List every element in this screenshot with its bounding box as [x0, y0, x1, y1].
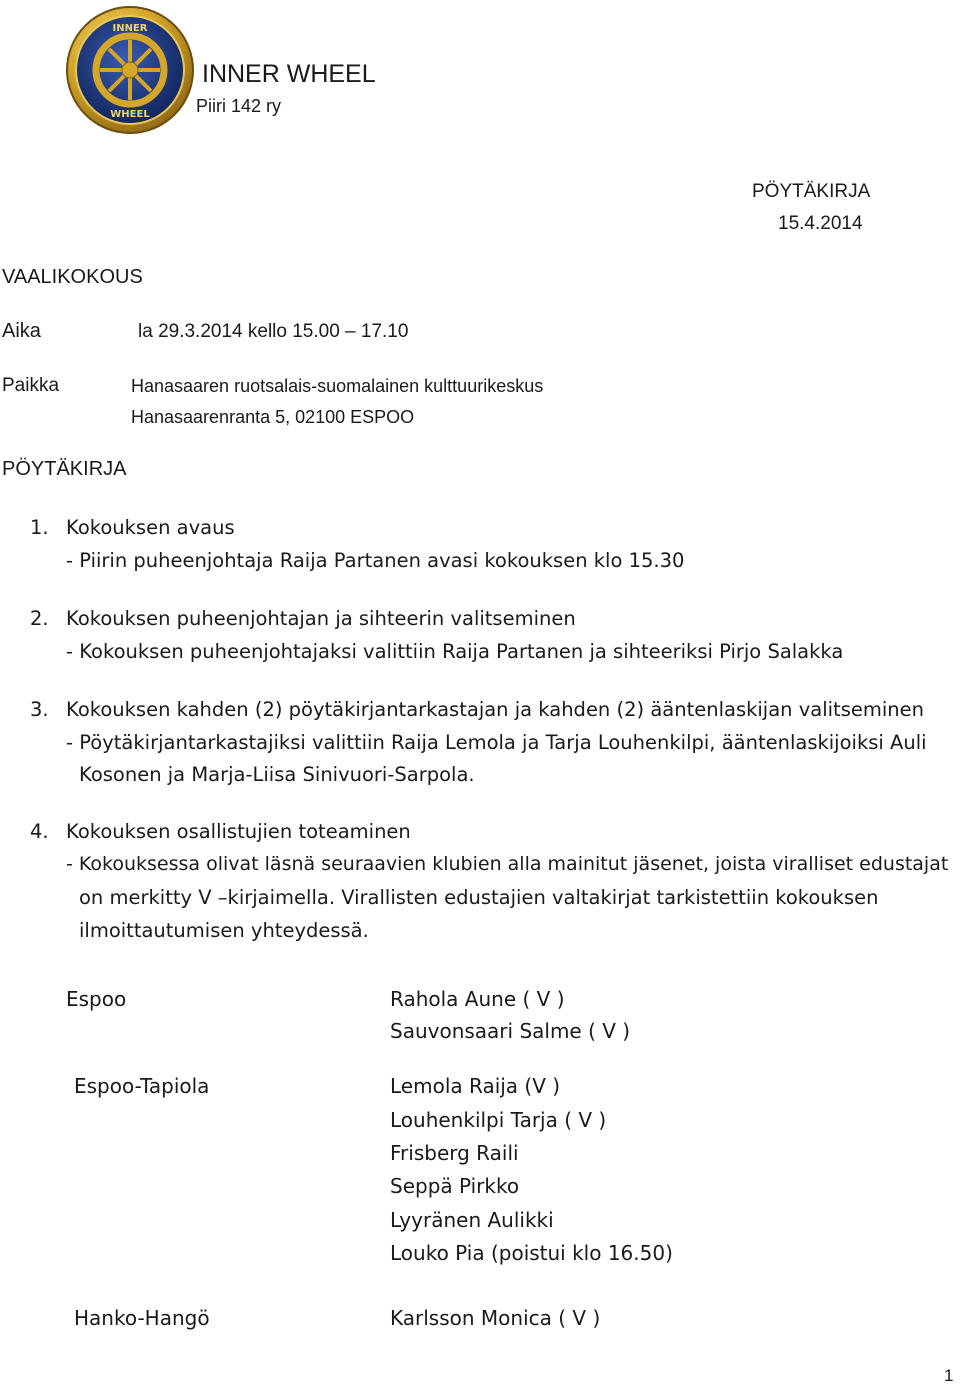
club-name: Espoo-Tapiola	[74, 1074, 210, 1098]
club-member: Seppä Pirkko	[390, 1174, 520, 1198]
item-3-line-2: Kosonen ja Marja-Liisa Sinivuori-Sarpola.	[79, 763, 475, 786]
item-title: Kokouksen puheenjohtajan ja sihteerin valitseminen	[66, 607, 576, 630]
club-member: Lyyränen Aulikki	[390, 1208, 554, 1232]
place-line-1: Hanasaaren ruotsalais-suomalainen kulttuurikeskus	[131, 376, 544, 396]
item-title: Kokouksen kahden (2) pöytäkirjantarkastajan ja kahden (2) ääntenlaskijan valitseminen	[66, 698, 924, 721]
item-number: 2.	[30, 607, 49, 630]
org-subtitle: Piiri 142 ry	[196, 96, 282, 116]
item-4-line-2: on merkitty V –kirjaimella. Virallisten edustajien valtakirjat tarkistettiin kokouksen	[79, 886, 879, 909]
inner-wheel-logo	[64, 4, 196, 136]
item-number: 1.	[30, 516, 49, 539]
time-label: Aika	[2, 320, 41, 342]
org-name: INNER WHEEL	[202, 60, 376, 88]
item-number: 4.	[30, 820, 49, 843]
item-number: 3.	[30, 698, 49, 721]
club-name: Espoo	[66, 987, 127, 1011]
logo-text-bottom: WHEEL	[110, 109, 150, 120]
club-member: Frisberg Raili	[390, 1141, 519, 1165]
club-member: Louko Pia (poistui klo 16.50)	[390, 1241, 673, 1265]
item-title: Kokouksen osallistujien toteaminen	[66, 820, 411, 843]
time-value: la 29.3.2014 kello 15.00 – 17.10	[138, 321, 409, 342]
document-type: PÖYTÄKIRJA	[752, 181, 871, 202]
club-name: Hanko-Hangö	[74, 1306, 210, 1330]
item-3-line-1: - Pöytäkirjantarkastajiksi valittiin Raija Lemola ja Tarja Louhenkilpi, ääntenlaskijoiksi Auli	[66, 731, 927, 754]
item-4-line-3: ilmoittautumisen yhteydessä.	[79, 919, 369, 942]
item-2-line-1: - Kokouksen puheenjohtajaksi valittiin Raija Partanen ja sihteeriksi Pirjo Salakka	[66, 640, 844, 663]
place-line-2: Hanasaarenranta 5, 02100 ESPOO	[131, 407, 415, 427]
minutes-heading: PÖYTÄKIRJA	[2, 458, 127, 480]
item-title: Kokouksen avaus	[66, 516, 235, 539]
club-member: Sauvonsaari Salme ( V )	[390, 1019, 631, 1043]
club-member: Lemola Raija (V )	[390, 1074, 561, 1098]
logo-text-top: INNER	[112, 23, 148, 34]
club-member: Karlsson Monica ( V )	[390, 1306, 601, 1330]
document-date: 15.4.2014	[778, 213, 863, 234]
club-member: Louhenkilpi Tarja ( V )	[390, 1108, 607, 1132]
club-member: Rahola Aune ( V )	[390, 987, 565, 1011]
page-number: 1	[944, 1366, 954, 1385]
place-label: Paikka	[2, 375, 60, 396]
meeting-title: VAALIKOKOUS	[2, 266, 143, 288]
item-4-line-1: - Kokouksessa olivat läsnä seuraavien klubien alla mainitut jäsenet, joista viralliset edustajat	[66, 853, 949, 875]
item-1-line-1: - Piirin puheenjohtaja Raija Partanen avasi kokouksen klo 15.30	[66, 549, 685, 572]
